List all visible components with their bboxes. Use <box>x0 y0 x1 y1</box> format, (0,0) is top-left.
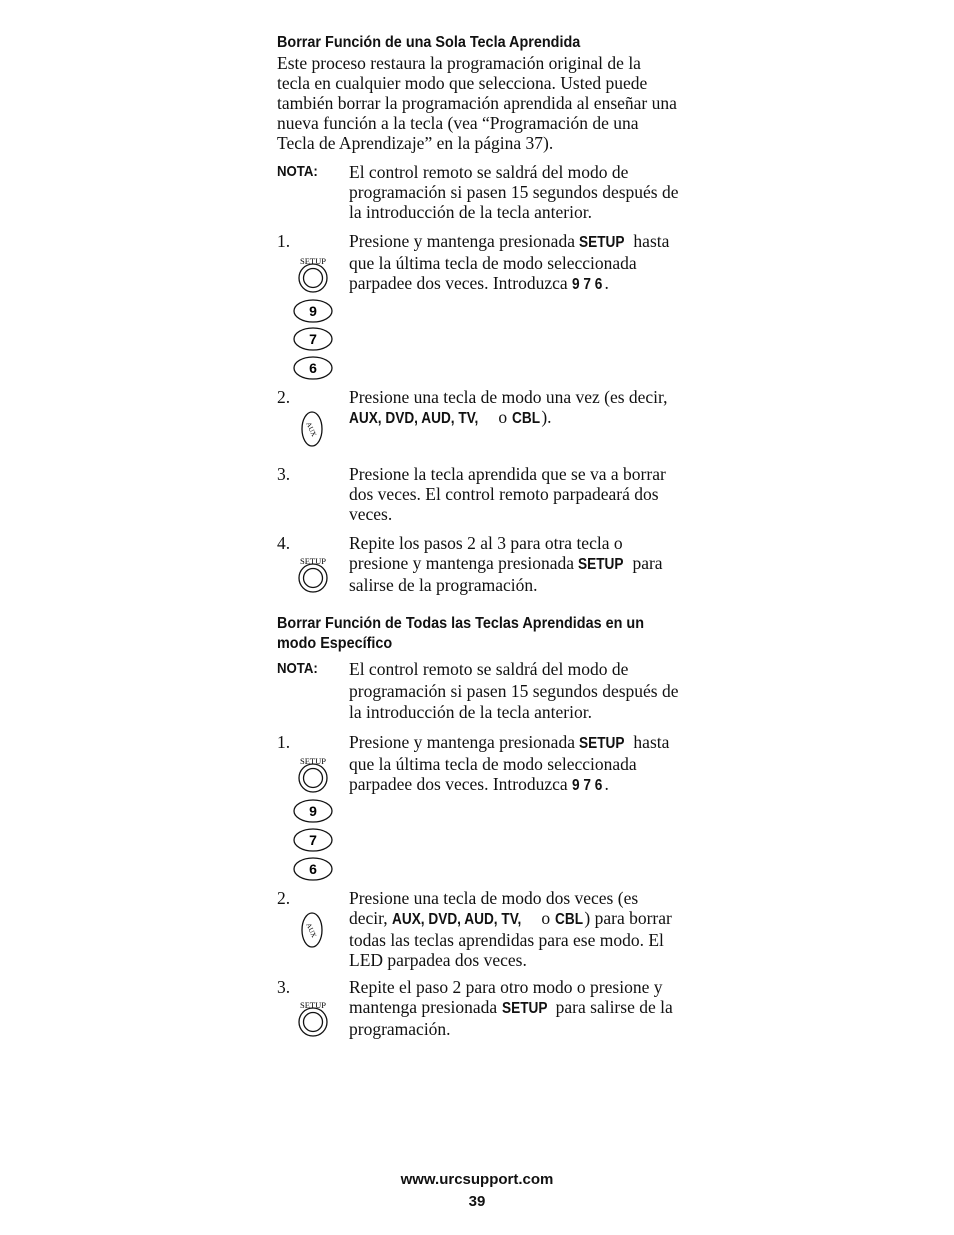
digit-9-key-icon <box>291 798 335 824</box>
step-number: 4. <box>277 533 291 553</box>
svg-text:9: 9 <box>309 303 317 319</box>
note-label: NOTA: <box>277 660 318 677</box>
aux-key-icon <box>299 911 325 949</box>
svg-text:AUX: AUX <box>304 921 318 939</box>
note-label: NOTA: <box>277 163 318 180</box>
note-text: El control remoto se saldrá del modo de programación si pasen 15 segundos después de la introducción de la tecla anterior. <box>349 162 679 222</box>
step-number: 2. <box>277 387 291 407</box>
step-text: Repite el paso 2 para otro modo o presione y mantenga presionada SETUP para salirse de la programación. <box>349 977 673 1039</box>
digit-6-key-icon <box>291 856 335 882</box>
setup-key-icon <box>295 752 331 794</box>
note-text: El control remoto se saldrá del modo de programación si pasen 15 segundos después de la introducción de la tecla anterior. <box>349 659 679 722</box>
digit-9-key-icon <box>291 298 335 324</box>
digit-7-key-icon <box>291 326 335 352</box>
step-text: Presione y mantenga presionada SETUP hasta que la última tecla de modo seleccionada parpadee dos veces. Introduzca 9 7 6 . <box>349 231 670 293</box>
footer-url: www.urcsupport.com <box>400 1171 554 1188</box>
step-number: 2. <box>277 888 291 908</box>
digit-7-key-icon <box>291 827 335 853</box>
section-intro: Este proceso restaura la programación original de la tecla en cualquier modo que selecciona. Usted puede también borrar la programación aprendida al enseñar una nueva función a la tecla (vea “Programación de una Tecla de Aprendizaje” en la página 37). <box>277 53 677 153</box>
step-text: Presione y mantenga presionada SETUP hasta que la última tecla de modo seleccionada parpadee dos veces. Introduzca 9 7 6 . <box>349 732 670 794</box>
setup-key-icon <box>295 552 331 594</box>
step-text: Presione una tecla de modo una vez (es decir, AUX, DVD, AUD, TV, o CBL ). <box>349 387 668 427</box>
section-heading-single-key: Borrar Función de una Sola Tecla Aprendida <box>277 34 581 51</box>
svg-text:AUX: AUX <box>304 420 318 438</box>
svg-text:SETUP: SETUP <box>300 756 326 766</box>
step-number: 1. <box>277 732 291 752</box>
svg-text:9: 9 <box>309 803 317 819</box>
svg-text:SETUP: SETUP <box>300 556 326 566</box>
section-heading-all-keys: Borrar Función de Todas las Teclas Aprendidas en un modo Específico <box>277 615 645 652</box>
step-text: Repite los pasos 2 al 3 para otra tecla o presione y mantenga presionada SETUP para salirse de la programación. <box>349 533 663 595</box>
setup-key-icon <box>295 996 331 1038</box>
step-number: 3. <box>277 977 291 997</box>
setup-key-icon <box>295 252 331 294</box>
step-text: Presione la tecla aprendida que se va a borrar dos veces. El control remoto parpadeará dos veces. <box>349 464 666 524</box>
svg-text:7: 7 <box>309 832 317 848</box>
svg-text:6: 6 <box>309 861 317 877</box>
aux-key-icon <box>299 410 325 448</box>
step-number: 3. <box>277 464 291 484</box>
step-text: Presione una tecla de modo dos veces (es decir, AUX, DVD, AUD, TV, o CBL ) para borrar todas las teclas aprendidas para ese modo. El LED parpadea dos veces. <box>349 888 672 970</box>
page-number: 39 <box>468 1193 486 1210</box>
step-number: 1. <box>277 231 291 251</box>
digit-6-key-icon <box>291 355 335 381</box>
svg-text:6: 6 <box>309 360 317 376</box>
svg-text:7: 7 <box>309 331 317 347</box>
svg-text:SETUP: SETUP <box>300 256 326 266</box>
svg-text:SETUP: SETUP <box>300 1000 326 1010</box>
